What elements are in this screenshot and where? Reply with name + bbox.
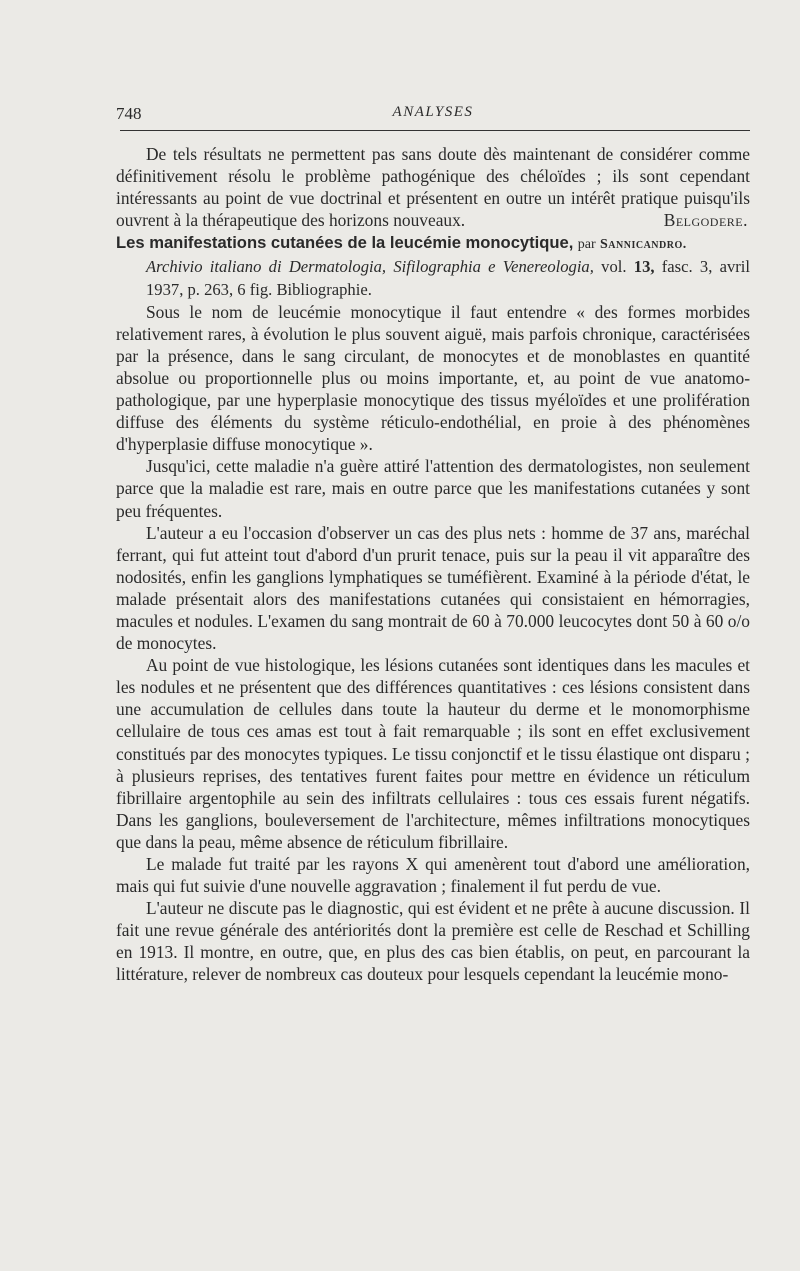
paragraph: Le malade fut traité par les rayons X qui amenèrent tout d'abord une amélioration, mais qui fut suivie d'une nouvelle aggravation ; finalement il fut perdu de vue.	[116, 854, 750, 897]
previous-review-text: De tels résultats ne permettent pas sans doute dès maintenant de considérer comme définitivement résolu le problème pathogénique des chéloïdes ; ils sont cependant intéressants au point de vue doctrinal et présentent en outre un intérêt pratique puisqu'ils ouvrent à la thérapeutique des horizons nouveaux.	[116, 144, 750, 231]
paragraph: Jusqu'ici, cette maladie n'a guère attiré l'attention des dermatologistes, non seulement parce que la maladie est rare, mais en outre parce que les manifestations cutanées y sont peu fréquentes.	[116, 456, 750, 521]
running-title: ANALYSES	[392, 104, 474, 120]
document-page	[116, 0, 750, 1271]
reference-details: fasc. 3, avril 1937, p. 263, 6 fig. Bibliographie.	[146, 257, 751, 299]
article-by: par	[577, 237, 596, 253]
paragraph: Au point de vue histologique, les lésions cutanées sont identiques dans les macules et les nodules et ne présentent que des différences quantitatives : ces lésions consistent dans une accumulation de cellules dans toute la hauteur du derme et le monomorphisme cellulaire de tous ces amas est tout à fait remarquable ; ils sont en effet exclusivement constitués par des monocytes typiques. Le tissu conjonctif et le tissu élastique ont disparu ; à plusieurs reprises, des tentatives furent faites pour mettre en évidence un réticulum fibrillaire argentophile au sein des infiltrats cellulaires : tous ces essais furent négatifs. Dans les ganglions, bouleversement de l'architecture, mêmes infiltrations monocytiques que dans la peau, même absence de réticulum fibrillaire.	[116, 655, 750, 852]
reviewer-signature: Belgodere.	[663, 210, 748, 231]
page-number: 748	[116, 104, 142, 123]
paragraph: L'auteur a eu l'occasion d'observer un cas des plus nets : homme de 37 ans, maréchal ferrant, qui fut atteint tout d'abord d'un prurit tenace, puis sur la peau il vit apparaître des nodosités, enfin les ganglions lymphatiques se tuméfièrent. Examiné à la période d'état, le malade présentait alors des manifestations cutanées qui consistaient en hémorragies, macules et nodules. L'examen du sang montrait de 60 à 70.000 leucocytes dont 50 à 60 o/o de monocytes.	[116, 522, 750, 654]
previous-review-conclusion	[116, 143, 750, 231]
paragraph: L'auteur ne discute pas le diagnostic, qui est évident et ne prête à aucune discussion. Il fait une revue générale des antériorités dont la première est celle de Reschad et Schilling en 1913. Il montre, en outre, que, en plus des cas bien établis, on peut, en parcourant la littérature, relever de nombreux cas douteux pour lesquels cependant la leucémie mono-	[116, 898, 750, 985]
article-title: Les manifestations cutanées de la leucémie monocytique,	[116, 233, 574, 253]
running-head	[116, 100, 750, 130]
volume-number: 13,	[633, 257, 655, 277]
body-text	[116, 143, 750, 986]
volume-label: vol.	[601, 257, 627, 277]
journal-name: Archivio italiano di Dermatologia, Sifilographia e Venereologia,	[146, 257, 594, 277]
article-heading	[116, 231, 750, 256]
article-reference	[116, 256, 750, 300]
paragraph: Sous le nom de leucémie monocytique il faut entendre « des formes morbides relativement rares, à évolution le plus souvent aiguë, mais parfois chronique, caractérisées par la présence, dans le sang circulant, de monocytes et de monoblastes en quantité absolue ou proportionnelle plus ou moins importante, et, au point de vue anatomo-pathologique, par une hyperplasie monocytique des tissus myéloïdes et une prolifération diffuse des éléments du système réticulo-endothélial, en proie à des phénomènes d'hyperplasie diffuse monocytique ».	[116, 301, 750, 455]
header-rule	[120, 130, 750, 131]
article-author: Sannicandro.	[600, 237, 687, 253]
